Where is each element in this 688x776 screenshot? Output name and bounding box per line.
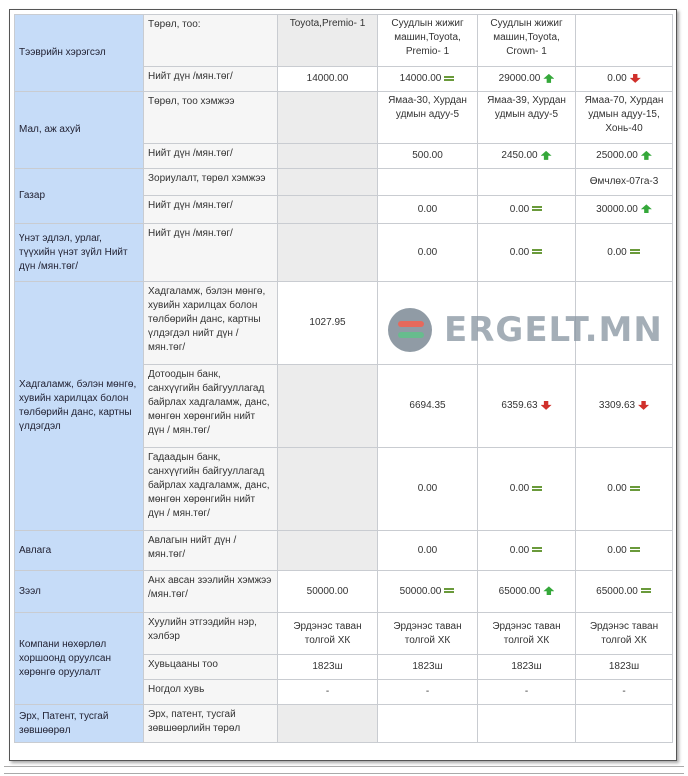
field-company-owner: Хуулийн этгээдийн нэр, хэлбэр — [144, 613, 278, 655]
livestock-type-y3: Ямаа-39, Хурдан удмын адуу-5 — [478, 92, 576, 144]
trend-same-icon — [444, 586, 455, 595]
trend-down-icon — [630, 74, 641, 83]
land-type-y1 — [278, 169, 378, 196]
field-land-total: Нийт дүн /мян.төг/ — [144, 196, 278, 224]
rights-y3 — [478, 705, 576, 743]
land-total-y1 — [278, 196, 378, 224]
field-loan-amount: Анх авсан зээлийн хэмжээ /мян.төг/ — [144, 571, 278, 613]
savings-total-y1: 1027.95 — [278, 282, 378, 365]
field-receivables-total: Авлагын нийт дүн / мян.төг/ — [144, 531, 278, 571]
trend-same-icon — [532, 484, 543, 493]
company-owner-y4: Эрдэнэс таван толгой ХК — [576, 613, 673, 655]
trend-same-icon — [630, 545, 641, 554]
ratio-y3: - — [478, 680, 576, 705]
company-owner-y3: Эрдэнэс таван толгой ХК — [478, 613, 576, 655]
trend-same-icon — [444, 74, 455, 83]
ratio-y4: - — [576, 680, 673, 705]
category-livestock: Мал, аж ахуй — [15, 92, 144, 169]
valuables-total-y2: 0.00 — [378, 224, 478, 282]
category-rights: Эрх, Патент, тусгай зөвшөөрөл — [15, 705, 144, 743]
land-total-y4: 30000.00 — [576, 196, 673, 224]
watermark-text: ERGELT.MN — [444, 310, 663, 350]
land-total-y2: 0.00 — [378, 196, 478, 224]
foreign-bank-y1 — [278, 448, 378, 531]
domestic-bank-y4: 3309.63 — [576, 365, 673, 448]
receivables-y4: 0.00 — [576, 531, 673, 571]
receivables-y1 — [278, 531, 378, 571]
livestock-total-y3: 2450.00 — [478, 144, 576, 169]
rights-y4 — [576, 705, 673, 743]
company-owner-y1: Эрдэнэс таван толгой ХК — [278, 613, 378, 655]
shares-y2: 1823ш — [378, 655, 478, 680]
land-type-y2 — [378, 169, 478, 196]
ergelt-watermark — [388, 306, 688, 356]
valuables-total-y1 — [278, 224, 378, 282]
field-land-type: Зориулалт, төрөл хэмжээ — [144, 169, 278, 196]
trend-same-icon — [532, 204, 543, 213]
domestic-bank-y2: 6694.35 — [378, 365, 478, 448]
field-share-ratio: Ногдол хувь — [144, 680, 278, 705]
loan-y3: 65000.00 — [478, 571, 576, 613]
category-vehicles: Тээврийн хэрэгсэл — [15, 15, 144, 92]
vehicle-type-y2: Суудлын жижиг машин,Toyota, Premio- 1 — [378, 15, 478, 67]
valuables-total-y4: 0.00 — [576, 224, 673, 282]
livestock-total-y4: 25000.00 — [576, 144, 673, 169]
field-share-count: Хувьцааны тоо — [144, 655, 278, 680]
ergelt-logo-icon — [388, 308, 432, 352]
trend-same-icon — [641, 586, 652, 595]
loan-y2: 50000.00 — [378, 571, 478, 613]
vehicle-total-y1: 14000.00 — [278, 67, 378, 92]
shares-y1: 1823ш — [278, 655, 378, 680]
trend-up-icon — [543, 586, 554, 595]
livestock-type-y1 — [278, 92, 378, 144]
trend-same-icon — [532, 545, 543, 554]
land-total-y3: 0.00 — [478, 196, 576, 224]
field-livestock-type: Төрөл, тоо хэмжээ — [144, 92, 278, 144]
field-livestock-total: Нийт дүн /мян.төг/ — [144, 144, 278, 169]
category-loans: Зээл — [15, 571, 144, 613]
land-type-y4: Өмчлөх-07га-3 — [576, 169, 673, 196]
trend-up-icon — [641, 204, 652, 213]
trend-up-icon — [641, 151, 652, 160]
vehicle-type-y4 — [576, 15, 673, 67]
field-valuables-total: Нийт дүн /мян.төг/ — [144, 224, 278, 282]
livestock-type-y4: Ямаа-70, Хурдан удмын адуу-15, Хонь-40 — [576, 92, 673, 144]
field-savings-total: Хадгаламж, бэлэн мөнгө, хувийн харилцах болон төлбөрийн данс, картны үлдэгдэл нийт дүн / мян.төг/ — [144, 282, 278, 365]
field-vehicle-total: Нийт дүн /мян.төг/ — [144, 67, 278, 92]
ratio-y1: - — [278, 680, 378, 705]
rights-y1 — [278, 705, 378, 743]
livestock-total-y2: 500.00 — [378, 144, 478, 169]
category-receivables: Авлага — [15, 531, 144, 571]
category-land: Газар — [15, 169, 144, 224]
rights-y2 — [378, 705, 478, 743]
shares-y4: 1823ш — [576, 655, 673, 680]
trend-up-icon — [541, 151, 552, 160]
vehicle-type-y1: Toyota,Premio- 1 — [278, 15, 378, 67]
category-company: Компани нөхөрлөл хоршоонд оруулсан хөрөнгө оруулалт — [15, 613, 144, 705]
shares-y3: 1823ш — [478, 655, 576, 680]
domestic-bank-y1 — [278, 365, 378, 448]
loan-y4: 65000.00 — [576, 571, 673, 613]
category-savings: Хадгаламж, бэлэн мөнгө, хувийн харилцах болон төлбөрийн данс, картны үлдэгдэл — [15, 282, 144, 531]
vehicle-total-y2: 14000.00 — [378, 67, 478, 92]
trend-down-icon — [541, 401, 552, 410]
trend-same-icon — [630, 247, 641, 256]
page-bottom-scroll-edge — [4, 766, 684, 774]
trend-same-icon — [630, 484, 641, 493]
trend-down-icon — [638, 401, 649, 410]
trend-same-icon — [532, 247, 543, 256]
declaration-table-frame — [9, 9, 677, 761]
foreign-bank-y2: 0.00 — [378, 448, 478, 531]
loan-y1: 50000.00 — [278, 571, 378, 613]
company-owner-y2: Эрдэнэс таван толгой ХК — [378, 613, 478, 655]
asset-declaration-table — [14, 14, 673, 743]
vehicle-total-y3: 29000.00 — [478, 67, 576, 92]
category-valuables: Үнэт эдлэл, урлаг, түүхийн үнэт зүйл Нийт дүн /мян.төг/ — [15, 224, 144, 282]
field-vehicle-type: Төрөл, тоо: — [144, 15, 278, 67]
land-type-y3 — [478, 169, 576, 196]
vehicle-total-y4: 0.00 — [576, 67, 673, 92]
receivables-y2: 0.00 — [378, 531, 478, 571]
vehicle-type-y3: Суудлын жижиг машин,Toyota, Crown- 1 — [478, 15, 576, 67]
livestock-type-y2: Ямаа-30, Хурдан удмын адуу-5 — [378, 92, 478, 144]
foreign-bank-y4: 0.00 — [576, 448, 673, 531]
foreign-bank-y3: 0.00 — [478, 448, 576, 531]
trend-up-icon — [543, 74, 554, 83]
field-rights-type: Эрх, патент, тусгай зөвшөөрлийн төрөл — [144, 705, 278, 743]
domestic-bank-y3: 6359.63 — [478, 365, 576, 448]
field-foreign-bank: Гадаадын банк, санхүүгийн байгууллагад байрлах хадгаламж, данс, мөнгөн хөрөнгийн нийт дүн / мян.төг/ — [144, 448, 278, 531]
livestock-total-y1 — [278, 144, 378, 169]
field-domestic-bank: Дотоодын банк, санхүүгийн байгууллагад байрлах хадгаламж, данс, мөнгөн хөрөнгийн нийт дүн / мян.төг/ — [144, 365, 278, 448]
valuables-total-y3: 0.00 — [478, 224, 576, 282]
receivables-y3: 0.00 — [478, 531, 576, 571]
ratio-y2: - — [378, 680, 478, 705]
